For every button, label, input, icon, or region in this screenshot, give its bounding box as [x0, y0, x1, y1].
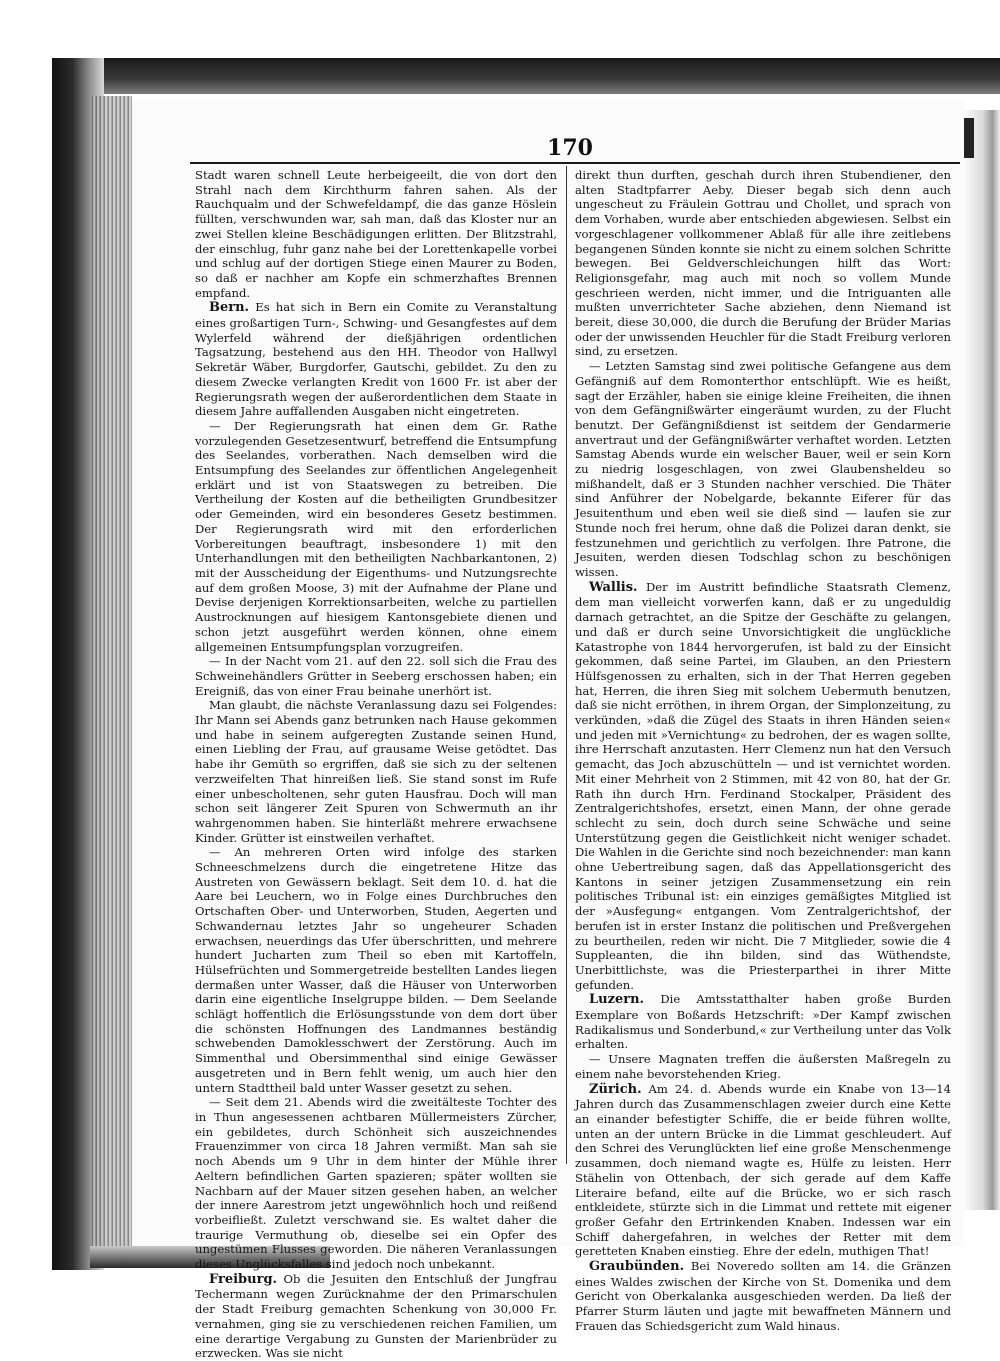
paragraph-text: — Unsere Magnaten treffen die äußersten Maßregeln zu einem nahe bevorstehenden Krieg.: [575, 1052, 951, 1081]
article-paragraph: [195, 1272, 557, 1361]
paragraph-text: Es hat sich in Bern ein Comite zu Veranstaltung eines großartigen Turn-, Schwing- und Gesangfestes auf dem Wylerfeld während der dießjährigen ordentlichen Tagsatzung, bestehend aus den HH. Theodor von Hallwyl Sekretär Wäber, Burgdorfer, Gautschi, gebildet. Zu den zu diesem Zwecke verlangten Kredit von 1600 Fr. ist aber der Regierungsrath wegen der außerordentlichen dem Staate in diesem Jahre auffallenden Ausgaben nicht eingetreten.: [195, 300, 557, 419]
paragraph-text: Ob die Jesuiten den Entschluß der Jungfrau Techermann wegen Zurücknahme der den Primarschulen der Stadt Freiburg gemachten Schenkung von 30,000 Fr. vernahmen, ging sie zu verschiedenen reichen Familien, um eine derartige Vergabung zu Gunsten der Marienbrüder zu erzwecken. Was sie nicht: [195, 1271, 558, 1361]
book-page-edges: [92, 96, 132, 1256]
left-column: [195, 168, 557, 1361]
dateline-place: Bern.: [209, 300, 250, 316]
paragraph-text: Der im Austritt befindliche Staatsrath Clemenz, dem man vielleicht vorwerfen kann, daß er zu ungeduldig darnach getrachtet, an die Spitze der Geschäfte zu gelangen, und daß er durch seine Unvorsichtigkeit die unglückliche Katastrophe von 1844 hervorgerufen, ist bald zu der Einsicht gekommen, daß seine Partei, im Glauben, an den Priestern Hülfsgenossen zu erhalten, sich in der That Herren gegeben hat, Herren, die ihren Sieg mit solchem Uebermuth benutzen, daß sie nicht erröthen, in ihrem Organ, der Simplonzeitung, zu verkünden, »daß die Zügel des Staats in ihren Händen seien« und jeden mit »Vernichtung« zu bedrohen, der es wagen sollte, ihre Herrschaft anzutasten. Herr Clemenz nun hat den Versuch gemacht, das Joch abzuschütteln — und ist vernichtet worden. Mit einer Mehrheit von 2 Stimmen, mit 42 von 80, hat der Gr. Rath ihn durch Hrn. Ferdinand Stockalper, Präsident des Zentralgerichtshofes, ersetzt, einen Mann, der ohne gerade schlecht zu sein, doch durch seine Schwäche und seine Unterstützung gegen die Geistlichkeit nicht weniger schadet. Die Wahlen in die Gerichte sind noch bezeichnender: man kann ohne Uebertreibung sagen, daß das Appellationsgericht des Kantons in seiner jetzigen Zusammensetzung ein rein politisches Tribunal ist: ein einziges gemäßigtes Mitglied ist der »Ausfegung« entgangen. Vom Zentralgerichtshof, der berufen ist in erster Instanz die politischen und Preßvergehen zu beurtheilen, reden wir nicht. Die 7 Mitglieder, sowie die 4 Suppleanten, die ihn bilden, sind das Wüthendste, Unerbittlichste, was die Priesterparthei in ihrer Mitte gefunden.: [575, 579, 951, 992]
dateline-place: Wallis.: [589, 579, 638, 595]
dateline-place: Graubünden.: [589, 1259, 685, 1275]
paragraph-text: Die Amtsstatthalter haben große Burden Exemplare von Boßards Hetzschrift: »Der Kampf zwischen Radikalismus und Sonderbund,« zur Vertheilung unter das Volk erhalten.: [575, 992, 952, 1052]
paragraph-text: Stadt waren schnell Leute herbeigeeilt, die von dort den Strahl nach dem Kirchthurm fahren sahen. Als der Rauchqualm und der Schwefeldampf, die das ganze Höslein füllten, verschwunden war, sah man, daß das Kloster nur an zwei Stellen kleine Beschädigungen erlitten. Der Blitzstrahl, der einschlug, fuhr ganz nahe bei der Lorettenkapelle vorbei und schlug auf der dortigen Stiege einen Maurer zu Boden, so daß er nachher am Kopfe ein schmerzhaftes Brennen empfand.: [195, 168, 557, 300]
article-paragraph: [575, 168, 951, 359]
article-paragraph: [575, 992, 951, 1052]
scan-border-right: [962, 110, 1000, 1210]
paragraph-text: — In der Nacht vom 21. auf den 22. soll sich die Frau des Schweinehändlers Grütter in Seeberg erschossen haben; ein Ereigniß, das von einer Frau beinahe unerhört ist.: [195, 654, 557, 698]
article-paragraph: [575, 580, 951, 993]
article-paragraph: [195, 698, 557, 845]
article-paragraph: [575, 359, 951, 580]
article-paragraph: [575, 1052, 951, 1081]
paragraph-text: — Seit dem 21. Abends wird die zweitälteste Tochter des in Thun angesessenen achtbaren Müllermeisters Zürcher, ein gebildetes, durch Schönheit sich auszeichnendes Frauenzimmer von circa 18 Jahren vermißt. Man sah sie noch Abends um 9 Uhr in dem hinter der Mühle ihrer Aeltern befindlichen Garten spazieren; später wollten sie Nachbarn auf der Mauer sitzen gesehen haben, an welcher der innere Aarestrom jetzt ungewöhnlich hoch und reißend vorbeifließt. Zuletzt verschwand sie. Es waltet daher die traurige Vermuthung ob, dieselbe sei ein Opfer des ungestümen Flusses geworden. Die näheren Veranlassungen dieses Unglücksfalles sind jedoch noch unbekannt.: [195, 1095, 557, 1272]
dateline-place: Luzern.: [589, 992, 645, 1008]
paragraph-text: — An mehreren Orten wird infolge des starken Schneeschmelzens durch die eingetretene Hitze das Austreten von Gewässern beklagt. Seit dem 10. d. hat die Aare bei Leuchern, wo in Folge eines Durchbruches den Ortschaften Ober- und Unterworben, Studen, Aegerten und Schwandernau letztes Jahr so ungeheurer Schaden erwachsen, neuerdings das Ufer überschritten, und mehrere hundert Jucharten zum Theil so eben mit Kartoffeln, Hülsefrüchten und Sommergetreide bestellten Landes liegen dermaßen unter Wasser, daß die Häuser von Unterworben darin eine eigentliche Inselgruppe bilden. — Dem Seelande schlägt hoffentlich die Erlösungsstunde von dem dort über die schönsten Hoffnungen des Landmannes beständig schwebenden Damoklesschwert der Zerstörung. Auch im Simmenthal und Obersimmenthal sind einige Gewässer ausgetreten und in Bern fehlt wenig, um auch hier den untern Stadttheil bald unter Wasser gesetzt zu sehen.: [195, 845, 557, 1095]
article-paragraph: [195, 845, 557, 1095]
article-paragraph: [195, 654, 557, 698]
scan-border-top: [52, 58, 1000, 94]
header-rule: [190, 162, 960, 164]
paragraph-text: Am 24. d. Abends wurde ein Knabe von 13—14 Jahren durch das Zusammenschlagen zweier durch eine Kette an einander befestigter Schiffe, die er beide führen wollte, unten an der untern Brücke in die Limmat geschleudert. Auf den Schrei des Verunglückten lief eine große Menschenmenge zusammen, doch niemand wagte es, Hülfe zu leisten. Herr Stähelin von Ottenbach, der sich gerade auf dem Kaffe Literaire befand, eilte auf die Brücke, wo er sich rasch entkleidete, stürzte sich in die Limmat und rettete mit eigener großer Gefahr den Ertrinkenden Knaben. Indessen war ein Schiff dahergefahren, in welches der Retter mit dem geretteten Knaben einstieg. Ehre der edeln, muthigen That!: [575, 1081, 951, 1259]
dateline-place: Freiburg.: [209, 1271, 278, 1287]
article-paragraph: [195, 419, 557, 654]
article-paragraph: [195, 1095, 557, 1271]
paragraph-text: — Letzten Samstag sind zwei politische Gefangene aus dem Gefängniß auf dem Romonterthor entschlüpft. Wie es heißt, sagt der Erzähler, haben sie einige kleine Freiheiten, die ihnen von dem Gefängnißwärter eingeräumt wurden, zu der Flucht benutzt. Der Gefängnißdienst ist seitdem der Gendarmerie anvertraut und der Gefängnißwärter verhaftet worden. Letzten Samstag Abends wurde ein welscher Bauer, weil er sein Korn zu niedrig losgeschlagen, von zwei Glaubensheldeu so mißhandelt, daß er 3 Stunden nachher verschied. Die Thäter sind Anführer der Nobelgarde, bekannte Eiferer für das Jesuitenthum und eben weil sie dieß sind — laufen sie zur Stunde noch frei herum, ohne daß die Polizei daran denkt, sie festzunehmen und gerichtlich zu verfolgen. Ihre Patrone, die Jesuiten, werden diesen Todschlag schon zu beschönigen wissen.: [575, 359, 951, 579]
column-divider: [566, 166, 567, 1164]
paragraph-text: — Der Regierungsrath hat einen dem Gr. Rathe vorzulegenden Gesetzesentwurf, betreffend die Entsumpfung des Seelandes, vorberathen. Nach demselben wird die Entsumpfung des Seelandes zur öffentlichen Angelegenheit erklärt und ist von Staatswegen zu betreiben. Die Vertheilung der Kosten auf die betheiligten Grundbesitzer oder Gemeinden, wird ein besonderes Gesetz bestimmen. Der Regierungsrath wird mit den erforderlichen Vorbereitungen beauftragt, insbesondere 1) mit den Unterhandlungen mit den betheiligten Nachbarkantonen, 2) mit der Ausscheidung der Eigenthums- und Nutzungsrechte auf dem großen Moose, 3) mit der Aufnahme der Plane und Devise derjenigen Korrektionsarbeiten, welche zu partiellen Austrocknungen auf hiesigem Kantonsgebiete dienen und schon jetzt ausgeführt werden können, ohne einem allgemeinen Entsumpfungsplan vorzugreifen.: [195, 418, 557, 654]
dateline-place: Zürich.: [589, 1081, 642, 1097]
article-paragraph: [195, 300, 557, 419]
paragraph-text: direkt thun durften, geschah durch ihren Stubendiener, den alten Stadtpfarrer Aeby. Dieser begab sich denn auch ungescheut zu Fräulein Gottrau und Chollet, und sprach von dem Vorhaben, wurde aber entschieden abgewiesen. Selbst ein vorgeschlagener vollkommener Ablaß für alle ihre zeitlebens begangenen Sünden konnte sie nicht zu einem solchen Schritte bewegen. Bei Geldverschleichungen hilft das Wort: Religionsgefahr, mag auch mit noch so vollem Munde geschrieen werden, nicht immer, und die Intriguanten alle mußten unverrichteter Sache abziehen, denn Niemand ist bereit, diese 30,000, die durch die Berufung der Brüder Marias oder der unwissenden Heuchler für die Stadt Freiburg verloren sind, zu ersetzen.: [575, 168, 951, 359]
page-number: 170: [547, 135, 593, 161]
article-paragraph: [195, 168, 557, 300]
article-paragraph: [575, 1082, 951, 1259]
right-column: [575, 168, 951, 1334]
article-paragraph: [575, 1259, 951, 1334]
paragraph-text: Bei Noveredo sollten am 14. die Gränzen eines Waldes zwischen der Kirche von St. Domenika und dem Gericht von Oberkalanka ausgeschieden werden. Da ließ der Pfarrer Sturm läuten und jagte mit bewaffneten Männern und Frauen das Schiedsgericht zum Wald hinaus.: [575, 1259, 952, 1333]
paragraph-text: Man glaubt, die nächste Veranlassung dazu sei Folgendes: Ihr Mann sei Abends ganz betrunken nach Hause gekommen und habe in seinem aufgeregten Zustande seinen Hund, einen Liebling der Frau, auf grausame Weise getödtet. Das habe ihr Gemüth so ergriffen, daß sie sich zu der seltenen verzweifelten That hinreißen ließ. Sie stand sonst im Rufe einer unbescholtenen, sehr guten Hausfrau. Doch will man schon seit längerer Zeit Spuren von Schwermuth an ihr wahrgenommen haben. Sie hinterläßt mehrere erwachsene Kinder. Grütter ist einstweilen verhaftet.: [195, 698, 557, 845]
